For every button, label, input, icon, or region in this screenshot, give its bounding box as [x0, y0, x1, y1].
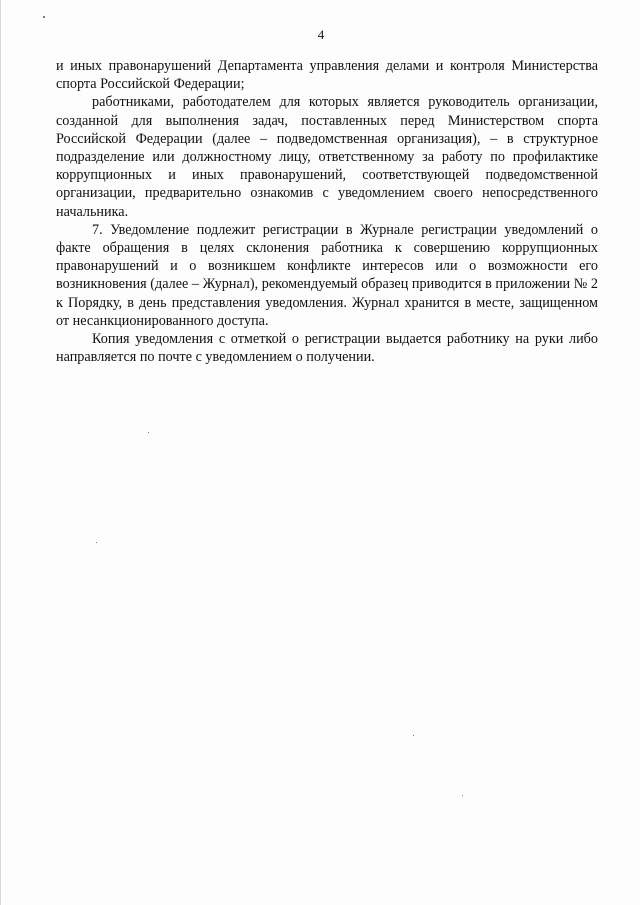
scan-speck	[96, 542, 97, 543]
scan-speck	[413, 735, 414, 736]
document-body	[56, 57, 598, 366]
paragraph-registration: 7. Уведомление подлежит регистрации в Журнале регистрации уведомлений о факте обращения в целях склонения работника к совершению коррупционных правонарушений и о возникшем конфликте интересов или о возможности его возникновения (далее – Журнал), рекомендуемый образец приводится в приложении № 2 к Порядку, в день представления уведомления. Журнал хранится в месте, защищенном от несанкционированного доступа.	[56, 221, 598, 329]
page-number: 4	[317, 27, 325, 42]
paragraph-employees: работниками, работодателем для которых является руководитель организации, созданной для выполнения задач, поставленных перед Министерством спорта Российской Федерации (далее – подведомственная организация), – в структурное подразделение или должностному лицу, ответственному за работу по профилактике коррупционных и иных правонарушений, соответствующей подведомственной организации, предварительно ознакомив с уведомлением своего непосредственного начальника.	[56, 94, 598, 220]
scan-speck	[148, 432, 149, 433]
paragraph-continuation: и иных правонарушений Департамента управления делами и контроля Министерства спорта Российской Федерации;	[56, 58, 598, 93]
paragraph-copy: Копия уведомления с отметкой о регистрации выдается работнику на руки либо направляется по почте с уведомлением о получении.	[56, 331, 598, 366]
scan-speck	[462, 795, 463, 796]
scan-speck	[43, 16, 45, 18]
